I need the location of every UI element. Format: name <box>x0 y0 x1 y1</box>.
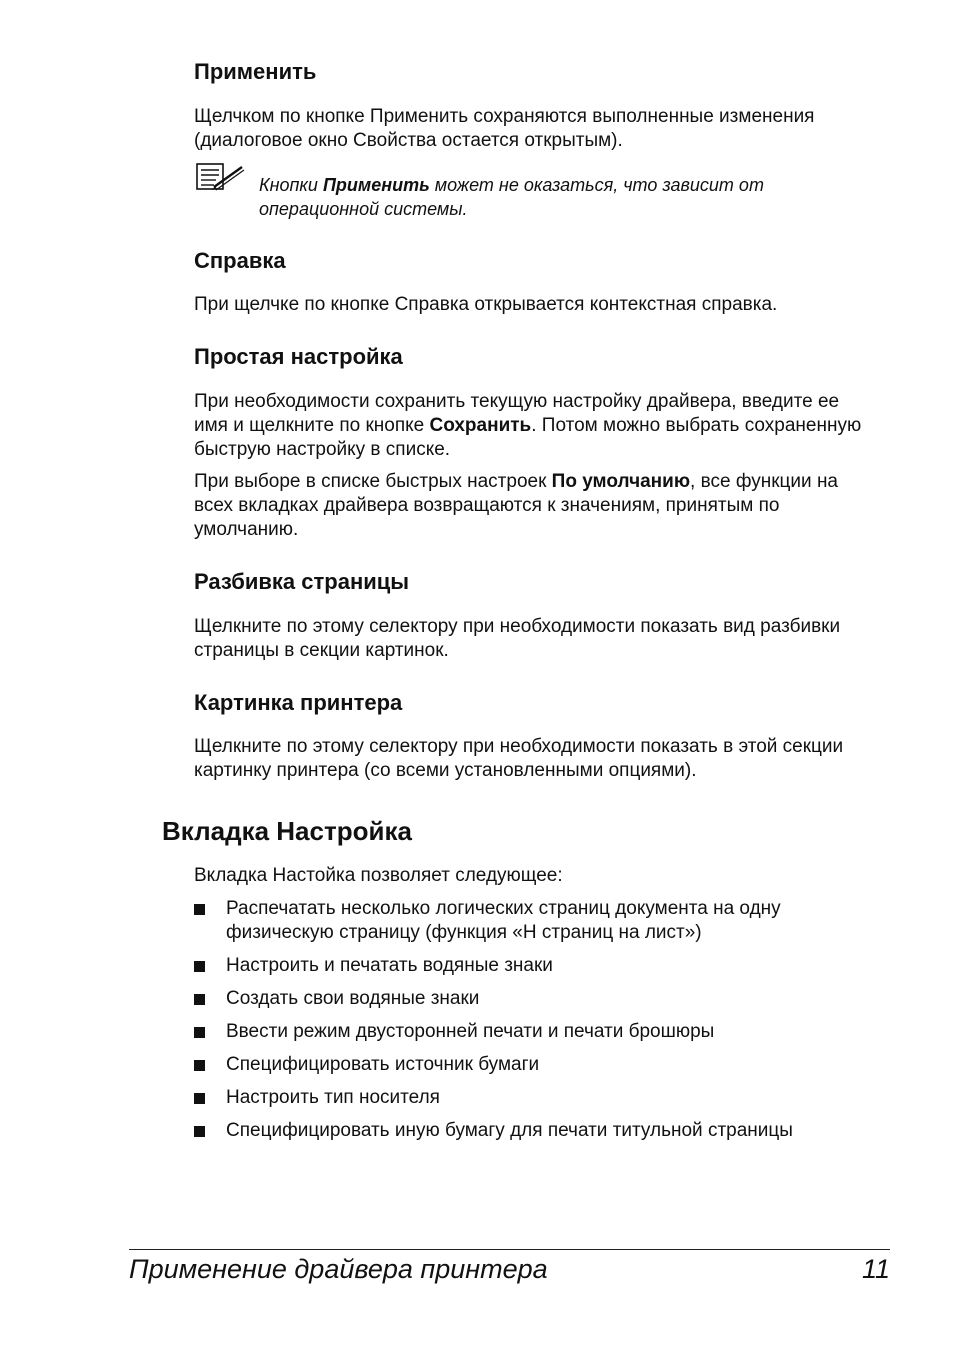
note-suffix: может не оказаться, что зависит от операционной системы. <box>259 175 764 219</box>
printer-view-description: Щелкните по этому селектору при необходимости показать в этой секции картинку принтера (со всеми установленными опциями). <box>194 736 844 781</box>
square-bullet-icon <box>194 1060 205 1071</box>
square-bullet-icon <box>194 904 205 915</box>
list-item-text: Специфицировать иную бумагу для печати титульной страницы <box>226 1120 793 1141</box>
list-item <box>194 987 844 1011</box>
help-description: При щелчке по кнопке Справка открывается контекстная справка. <box>194 294 778 315</box>
heading-printer-view: Картинка принтера <box>194 690 403 715</box>
note-prefix: Кнопки <box>259 175 323 195</box>
setup-tab-intro: Вкладка Настойка позволяет следующее: <box>194 865 563 886</box>
list-item-text: Создать свои водяные знаки <box>226 988 480 1009</box>
heading-easy-setup: Простая настройка <box>194 344 403 369</box>
list-item <box>194 1053 844 1077</box>
list-item-text: Специфицировать источник бумаги <box>226 1054 540 1075</box>
easy-setup-p1-a: При необходимости сохранить текущую настройку драйвера, введите ее имя и щелкните по кнопке <box>194 391 840 436</box>
list-item <box>194 1020 844 1044</box>
square-bullet-icon <box>194 1027 205 1038</box>
list-item-text: Настроить и печатать водяные знаки <box>226 955 553 976</box>
easy-setup-p2-b: , все функции на всех вкладках драйвера возвращаются к значениям, принятым по умолчанию. <box>194 471 839 540</box>
list-item-text: Распечатать несколько логических страниц документа на одну физическую страницу (функция «Н страниц на лист») <box>226 898 781 943</box>
heading-help: Справка <box>194 248 286 273</box>
list-item <box>194 1119 844 1143</box>
easy-setup-p1-bold: Сохранить <box>429 415 532 436</box>
apply-description: Щелчком по кнопке Применить сохраняются выполненные изменения (диалоговое окно Свойства остается открытым). <box>194 106 815 151</box>
list-item <box>194 954 844 978</box>
note-text <box>259 173 779 221</box>
list-item-text: Настроить тип носителя <box>226 1087 440 1108</box>
easy-setup-paragraph-1 <box>194 390 874 462</box>
square-bullet-icon <box>194 1093 205 1104</box>
footer-title: Применение драйвера принтера <box>129 1254 548 1284</box>
page-layout-description: Щелкните по этому селектору при необходимости показать вид разбивки страницы в секции картинок. <box>194 616 841 661</box>
list-item-text: Ввести режим двусторонней печати и печати брошюры <box>226 1021 715 1042</box>
heading-setup-tab: Вкладка Настройка <box>162 816 412 846</box>
easy-setup-p2-bold: По умолчанию <box>551 471 691 492</box>
list-item <box>194 1086 844 1110</box>
easy-setup-paragraph-2 <box>194 470 874 542</box>
list-item <box>194 897 844 945</box>
note-bold-apply: Применить <box>322 175 430 195</box>
heading-apply: Применить <box>194 59 317 84</box>
square-bullet-icon <box>194 994 205 1005</box>
easy-setup-p1-b: . Потом можно выбрать сохраненную быструю настройку в списке. <box>194 415 862 460</box>
page-number: 11 <box>861 1254 890 1284</box>
note-pad-pencil-icon <box>194 161 246 193</box>
square-bullet-icon <box>194 961 205 972</box>
heading-page-layout: Разбивка страницы <box>194 569 410 594</box>
easy-setup-p2-a: При выборе в списке быстрых настроек <box>194 471 552 492</box>
footer-divider <box>129 1249 890 1250</box>
square-bullet-icon <box>194 1126 205 1137</box>
